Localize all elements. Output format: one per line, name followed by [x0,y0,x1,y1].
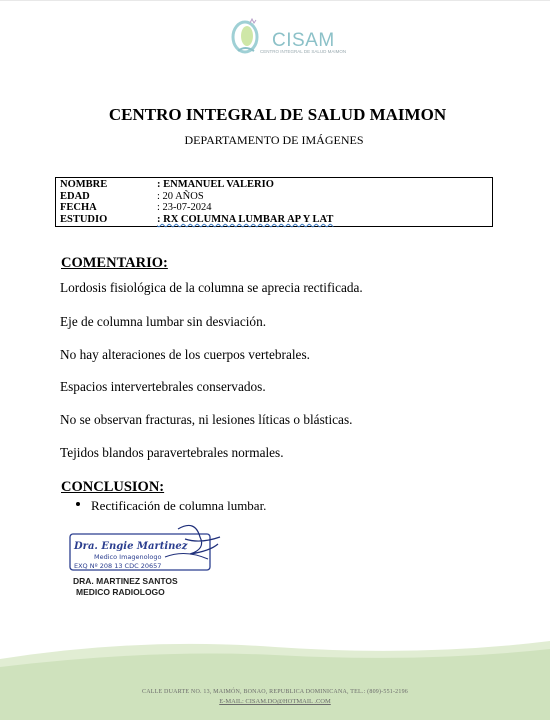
bullet-icon [76,502,80,506]
svg-text:EXQ Nº 208 13 CDC 20657: EXQ Nº 208 13 CDC 20657 [74,562,162,570]
patient-value: : 20 AÑOS [157,190,204,202]
conclusion-text: Rectificación de columna lumbar. [91,498,267,510]
logo-emblem-icon [230,17,260,55]
comment-line: No se observan fracturas, ni lesiones líticas o blásticas. [60,412,353,427]
footer-email-link[interactable]: E-MAIL: CISAM.DO@HOTMAIL .COM [219,698,331,705]
patient-row-age [56,191,492,203]
signature-name: DRA. MARTINEZ SANTOS [73,576,178,586]
signature-title: MEDICO RADIOLOGO [76,587,165,597]
comment-heading: COMENTARIO: [61,255,168,271]
department-title: DEPARTAMENTO DE IMÁGENES [184,133,364,147]
logo-subtitle: CENTRO INTEGRAL DE SALUD MAIMON [260,49,347,54]
patient-info-box [55,177,493,227]
footer-address: CALLE DUARTE NO. 13, MAIMÓN, BONAO, REPUBLICA DOMINICANA, TEL.: (809)-551-2196 [142,689,408,695]
patient-value: : 23-07-2024 [157,202,212,214]
patient-label: ESTUDIO [60,214,108,226]
patient-value: : ENMANUEL VALERIO [157,179,274,190]
patient-label: FECHA [60,202,97,214]
svg-text:Dra. Engie Martinez: Dra. Engie Martinez [74,541,188,552]
comment-line: No hay alteraciones de los cuerpos vertebrales. [60,347,310,362]
patient-value: : RX COLUMNA LUMBAR AP Y LAT [157,214,334,226]
doctor-stamp [60,519,230,579]
comment-line: Tejidos blandos paravertebrales normales. [60,445,284,460]
patient-label: EDAD [60,190,90,202]
cisam-logo [222,15,347,61]
patient-row-name [56,179,492,191]
patient-label: NOMBRE [60,179,108,190]
logo-name: CISAM [272,30,335,51]
page-title: CENTRO INTEGRAL DE SALUD MAIMON [108,105,447,124]
svg-text:Medico Imagenologo: Medico Imagenologo [94,553,162,561]
comment-line: Eje de columna lumbar sin desviación. [60,314,267,329]
patient-row-study [56,214,492,226]
conclusion-item [76,498,266,510]
comment-line: Espacios intervertebrales conservados. [60,379,266,394]
conclusion-heading: CONCLUSION: [61,479,165,495]
patient-row-date [56,202,492,214]
comment-line: Lordosis fisiológica de la columna se aprecia rectificada. [60,280,363,295]
footer-wave-decoration [0,641,550,720]
